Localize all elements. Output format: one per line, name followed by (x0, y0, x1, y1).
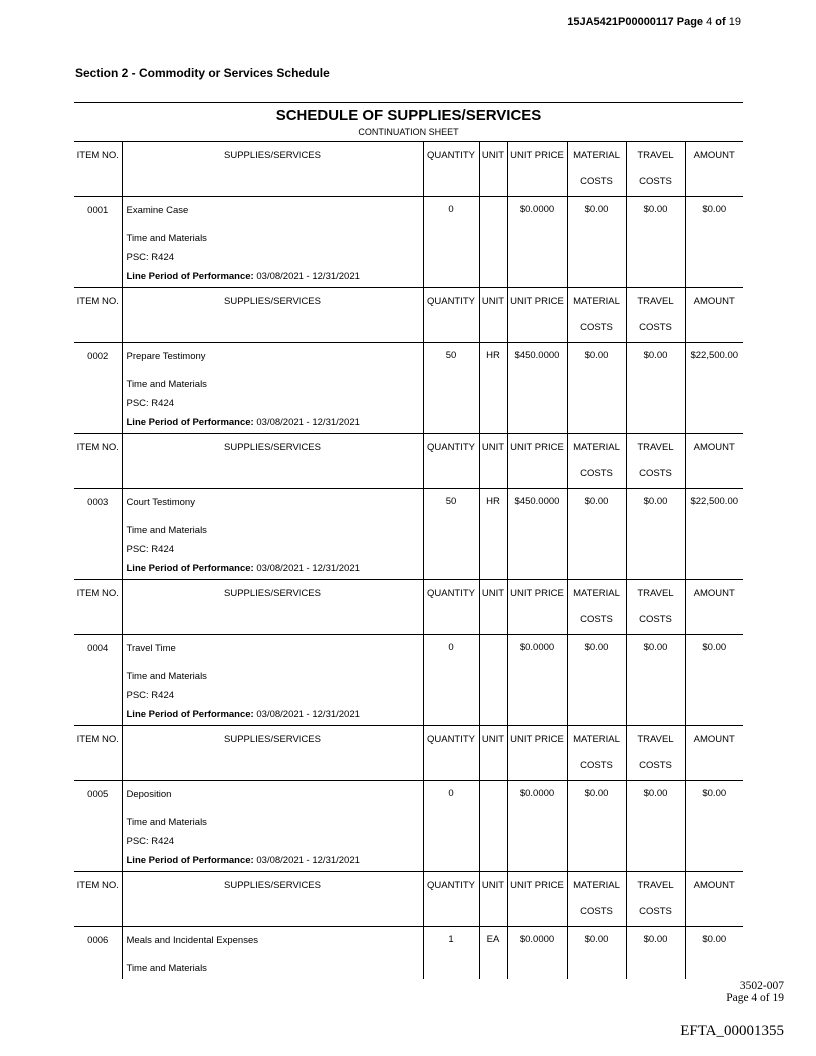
footer-page-line: Page 4 of 19 (726, 992, 784, 1004)
item-unit-price: $0.0000 (519, 642, 555, 653)
header-cell-item-no (74, 142, 122, 197)
line-item-row (74, 343, 743, 434)
col-unit-price: UNIT PRICE (510, 442, 564, 453)
col-amount: AMOUNT (693, 150, 735, 161)
travel-cell (626, 197, 685, 288)
col-unit-price: UNIT PRICE (510, 296, 564, 307)
item-amount: $0.00 (702, 204, 727, 215)
item-description-cell (122, 343, 423, 434)
item-description: Prepare Testimony (126, 351, 206, 362)
item-amount: $22,500.00 (690, 350, 739, 361)
col-unit: UNIT (481, 880, 505, 891)
item-unit-price: $450.0000 (514, 350, 560, 361)
item-description: Travel Time (126, 643, 176, 654)
item-number: 0001 (87, 205, 109, 216)
schedule-header (74, 102, 743, 141)
col-travel: TRAVEL (637, 150, 674, 161)
item-type: Time and Materials (126, 817, 207, 828)
header-cell-material (567, 434, 626, 489)
amount-cell (685, 197, 743, 288)
item-quantity: 0 (448, 642, 454, 653)
column-header-row (74, 142, 743, 197)
header-cell-material (567, 580, 626, 635)
travel-cell (626, 635, 685, 726)
item-unit-price: $450.0000 (514, 496, 560, 507)
schedule (74, 102, 743, 979)
item-quantity: 50 (445, 350, 457, 361)
travel-cell (626, 489, 685, 580)
schedule-subtitle: CONTINUATION SHEET (358, 127, 459, 137)
item-psc: PSC: R424 (126, 836, 175, 847)
col-material-costs: COSTS (580, 322, 613, 333)
header-cell-travel (626, 872, 685, 927)
unit-cell (479, 197, 507, 288)
unit-price-cell (507, 781, 567, 872)
document-reference (567, 16, 741, 28)
page-total: 19 (728, 16, 741, 28)
item-description: Court Testimony (126, 497, 195, 508)
line-item-row (74, 489, 743, 580)
column-header-row (74, 726, 743, 781)
material-cell (567, 197, 626, 288)
header-cell-travel (626, 580, 685, 635)
col-material: MATERIAL (573, 442, 620, 453)
unit-price-cell (507, 343, 567, 434)
quantity-cell (423, 635, 479, 726)
col-item-no: ITEM NO. (76, 296, 119, 307)
item-material-costs: $0.00 (584, 204, 609, 215)
item-number-cell (74, 781, 122, 872)
item-description-cell (122, 635, 423, 726)
item-period (127, 847, 423, 866)
travel-cell (626, 343, 685, 434)
col-supplies: SUPPLIES/SERVICES (224, 880, 321, 891)
line-item-row (74, 927, 743, 980)
column-header-row (74, 580, 743, 635)
page-footer (726, 980, 784, 1004)
header-cell-unit (479, 872, 507, 927)
period-value: 03/08/2021 - 12/31/2021 (256, 709, 360, 720)
item-unit-price: $0.0000 (519, 788, 555, 799)
item-number-cell (74, 197, 122, 288)
quantity-cell (423, 343, 479, 434)
item-number: 0002 (87, 351, 109, 362)
header-cell-material (567, 142, 626, 197)
item-unit: HR (486, 496, 500, 507)
period-value: 03/08/2021 - 12/31/2021 (256, 563, 360, 574)
item-material-costs: $0.00 (584, 350, 609, 361)
col-amount: AMOUNT (693, 734, 735, 745)
item-number: 0004 (87, 643, 109, 654)
header-cell-item-no (74, 580, 122, 635)
period-value: 03/08/2021 - 12/31/2021 (256, 855, 360, 866)
header-cell-supplies (122, 726, 423, 781)
col-travel-costs: COSTS (639, 614, 672, 625)
quantity-cell (423, 489, 479, 580)
contract-number: 15JA5421P00000117 (567, 16, 674, 28)
item-travel-costs: $0.00 (643, 642, 668, 653)
unit-price-cell (507, 635, 567, 726)
col-item-no: ITEM NO. (76, 588, 119, 599)
col-unit: UNIT (481, 296, 505, 307)
item-number: 0006 (87, 935, 109, 946)
col-quantity: QUANTITY (426, 588, 476, 599)
item-travel-costs: $0.00 (643, 788, 668, 799)
bates-number: EFTA_00001355 (680, 1023, 784, 1039)
col-travel: TRAVEL (637, 588, 674, 599)
item-unit: HR (486, 350, 500, 361)
col-amount: AMOUNT (693, 296, 735, 307)
header-cell-item-no (74, 434, 122, 489)
quantity-cell (423, 781, 479, 872)
header-cell-supplies (122, 872, 423, 927)
col-quantity: QUANTITY (426, 150, 476, 161)
col-material-costs: COSTS (580, 760, 613, 771)
col-supplies: SUPPLIES/SERVICES (224, 588, 321, 599)
header-cell-amount (685, 580, 743, 635)
col-unit: UNIT (481, 588, 505, 599)
col-travel: TRAVEL (637, 734, 674, 745)
item-number: 0005 (87, 789, 109, 800)
header-cell-unit-price (507, 142, 567, 197)
col-item-no: ITEM NO. (76, 150, 119, 161)
travel-cell (626, 781, 685, 872)
header-cell-amount (685, 288, 743, 343)
item-quantity: 0 (448, 204, 454, 215)
col-material-costs: COSTS (580, 176, 613, 187)
header-cell-travel (626, 142, 685, 197)
unit-cell (479, 781, 507, 872)
page-word: Page (676, 16, 704, 28)
col-travel-costs: COSTS (639, 468, 672, 479)
item-material-costs: $0.00 (584, 642, 609, 653)
item-psc: PSC: R424 (126, 690, 175, 701)
item-psc: PSC: R424 (126, 544, 175, 555)
item-quantity: 1 (448, 934, 454, 945)
col-quantity: QUANTITY (426, 880, 476, 891)
col-travel: TRAVEL (637, 880, 674, 891)
header-cell-unit-price (507, 872, 567, 927)
col-travel-costs: COSTS (639, 760, 672, 771)
item-description-cell (122, 927, 423, 980)
line-item-row (74, 635, 743, 726)
item-number: 0003 (87, 497, 109, 508)
item-period (127, 701, 423, 720)
material-cell (567, 927, 626, 980)
header-cell-item-no (74, 872, 122, 927)
column-header-row (74, 434, 743, 489)
header-cell-supplies (122, 142, 423, 197)
item-description: Deposition (126, 789, 172, 800)
header-cell-unit-price (507, 434, 567, 489)
unit-cell (479, 635, 507, 726)
header-cell-unit (479, 288, 507, 343)
col-material: MATERIAL (573, 880, 620, 891)
period-label: Line Period of Performance: (126, 563, 254, 574)
item-type: Time and Materials (126, 379, 207, 390)
col-material: MATERIAL (573, 150, 620, 161)
item-psc: PSC: R424 (126, 398, 175, 409)
quantity-cell (423, 197, 479, 288)
header-cell-unit (479, 726, 507, 781)
item-travel-costs: $0.00 (643, 496, 668, 507)
period-label: Line Period of Performance: (126, 271, 254, 282)
item-number-cell (74, 927, 122, 980)
header-cell-quantity (423, 142, 479, 197)
col-material: MATERIAL (573, 734, 620, 745)
item-type: Time and Materials (126, 671, 207, 682)
item-amount: $0.00 (702, 934, 727, 945)
item-amount: $22,500.00 (690, 496, 739, 507)
of-word: of (715, 16, 726, 28)
schedule-title: SCHEDULE OF SUPPLIES/SERVICES (275, 107, 542, 124)
col-unit-price: UNIT PRICE (510, 150, 564, 161)
item-type: Time and Materials (126, 233, 207, 244)
column-header-row (74, 288, 743, 343)
schedule-body (74, 142, 743, 980)
schedule-table (74, 141, 743, 979)
item-period (127, 555, 423, 574)
header-cell-unit-price (507, 580, 567, 635)
col-unit-price: UNIT PRICE (510, 734, 564, 745)
material-cell (567, 781, 626, 872)
unit-price-cell (507, 489, 567, 580)
quantity-cell (423, 927, 479, 980)
col-unit: UNIT (481, 150, 505, 161)
item-material-costs: $0.00 (584, 496, 609, 507)
header-cell-quantity (423, 580, 479, 635)
line-item-row (74, 197, 743, 288)
col-unit-price: UNIT PRICE (510, 588, 564, 599)
amount-cell (685, 343, 743, 434)
header-cell-supplies (122, 580, 423, 635)
form-number: 3502-007 (739, 980, 784, 992)
travel-cell (626, 927, 685, 980)
header-cell-supplies (122, 434, 423, 489)
item-unit-price: $0.0000 (519, 204, 555, 215)
header-cell-quantity (423, 288, 479, 343)
col-supplies: SUPPLIES/SERVICES (224, 442, 321, 453)
col-quantity: QUANTITY (426, 442, 476, 453)
period-label: Line Period of Performance: (126, 709, 254, 720)
item-psc: PSC: R424 (126, 252, 175, 263)
period-label: Line Period of Performance: (126, 417, 254, 428)
header-cell-unit (479, 434, 507, 489)
item-number-cell (74, 489, 122, 580)
period-value: 03/08/2021 - 12/31/2021 (256, 271, 360, 282)
col-amount: AMOUNT (693, 442, 735, 453)
line-item-row (74, 781, 743, 872)
item-description: Examine Case (126, 205, 189, 216)
item-travel-costs: $0.00 (643, 934, 668, 945)
header-cell-amount (685, 726, 743, 781)
unit-price-cell (507, 197, 567, 288)
header-cell-unit-price (507, 726, 567, 781)
col-unit-price: UNIT PRICE (510, 880, 564, 891)
item-quantity: 0 (448, 788, 454, 799)
unit-cell (479, 489, 507, 580)
amount-cell (685, 927, 743, 980)
section-title: Section 2 - Commodity or Services Schedule (75, 66, 330, 80)
col-material-costs: COSTS (580, 906, 613, 917)
col-quantity: QUANTITY (426, 734, 476, 745)
item-material-costs: $0.00 (584, 788, 609, 799)
column-header-row (74, 872, 743, 927)
item-type: Time and Materials (126, 525, 207, 536)
col-item-no: ITEM NO. (76, 734, 119, 745)
header-cell-supplies (122, 288, 423, 343)
col-material-costs: COSTS (580, 614, 613, 625)
header-cell-travel (626, 726, 685, 781)
header-cell-travel (626, 434, 685, 489)
item-amount: $0.00 (702, 788, 727, 799)
material-cell (567, 635, 626, 726)
col-travel-costs: COSTS (639, 176, 672, 187)
col-amount: AMOUNT (693, 588, 735, 599)
amount-cell (685, 635, 743, 726)
item-unit: EA (486, 934, 500, 945)
item-description-cell (122, 197, 423, 288)
item-description-cell (122, 781, 423, 872)
col-unit: UNIT (481, 734, 505, 745)
material-cell (567, 489, 626, 580)
header-cell-amount (685, 142, 743, 197)
item-material-costs: $0.00 (584, 934, 609, 945)
item-number-cell (74, 635, 122, 726)
unit-cell (479, 927, 507, 980)
item-period (127, 263, 423, 282)
col-material: MATERIAL (573, 296, 620, 307)
col-quantity: QUANTITY (426, 296, 476, 307)
header-cell-travel (626, 288, 685, 343)
col-supplies: SUPPLIES/SERVICES (224, 734, 321, 745)
col-material-costs: COSTS (580, 468, 613, 479)
col-material: MATERIAL (573, 588, 620, 599)
item-description: Meals and Incidental Expenses (126, 935, 258, 946)
header-cell-amount (685, 872, 743, 927)
item-travel-costs: $0.00 (643, 350, 668, 361)
col-travel: TRAVEL (637, 442, 674, 453)
header-cell-amount (685, 434, 743, 489)
period-value: 03/08/2021 - 12/31/2021 (256, 417, 360, 428)
header-cell-item-no (74, 726, 122, 781)
period-label: Line Period of Performance: (126, 855, 254, 866)
item-travel-costs: $0.00 (643, 204, 668, 215)
amount-cell (685, 781, 743, 872)
item-amount: $0.00 (702, 642, 727, 653)
material-cell (567, 343, 626, 434)
header-cell-quantity (423, 726, 479, 781)
col-travel-costs: COSTS (639, 322, 672, 333)
header-cell-quantity (423, 434, 479, 489)
header-cell-item-no (74, 288, 122, 343)
item-unit-price: $0.0000 (519, 934, 555, 945)
col-item-no: ITEM NO. (76, 880, 119, 891)
item-description-cell (122, 489, 423, 580)
header-cell-material (567, 726, 626, 781)
header-cell-unit (479, 580, 507, 635)
item-type: Time and Materials (126, 963, 207, 974)
header-cell-material (567, 288, 626, 343)
col-supplies: SUPPLIES/SERVICES (224, 150, 321, 161)
col-travel-costs: COSTS (639, 906, 672, 917)
amount-cell (685, 489, 743, 580)
page-number: 4 (706, 16, 713, 28)
col-amount: AMOUNT (693, 880, 735, 891)
col-travel: TRAVEL (637, 296, 674, 307)
col-unit: UNIT (481, 442, 505, 453)
item-period (127, 409, 423, 428)
unit-price-cell (507, 927, 567, 980)
header-cell-unit-price (507, 288, 567, 343)
col-item-no: ITEM NO. (76, 442, 119, 453)
col-supplies: SUPPLIES/SERVICES (224, 296, 321, 307)
unit-cell (479, 343, 507, 434)
header-cell-material (567, 872, 626, 927)
header-cell-unit (479, 142, 507, 197)
header-cell-quantity (423, 872, 479, 927)
item-quantity: 50 (445, 496, 457, 507)
item-number-cell (74, 343, 122, 434)
